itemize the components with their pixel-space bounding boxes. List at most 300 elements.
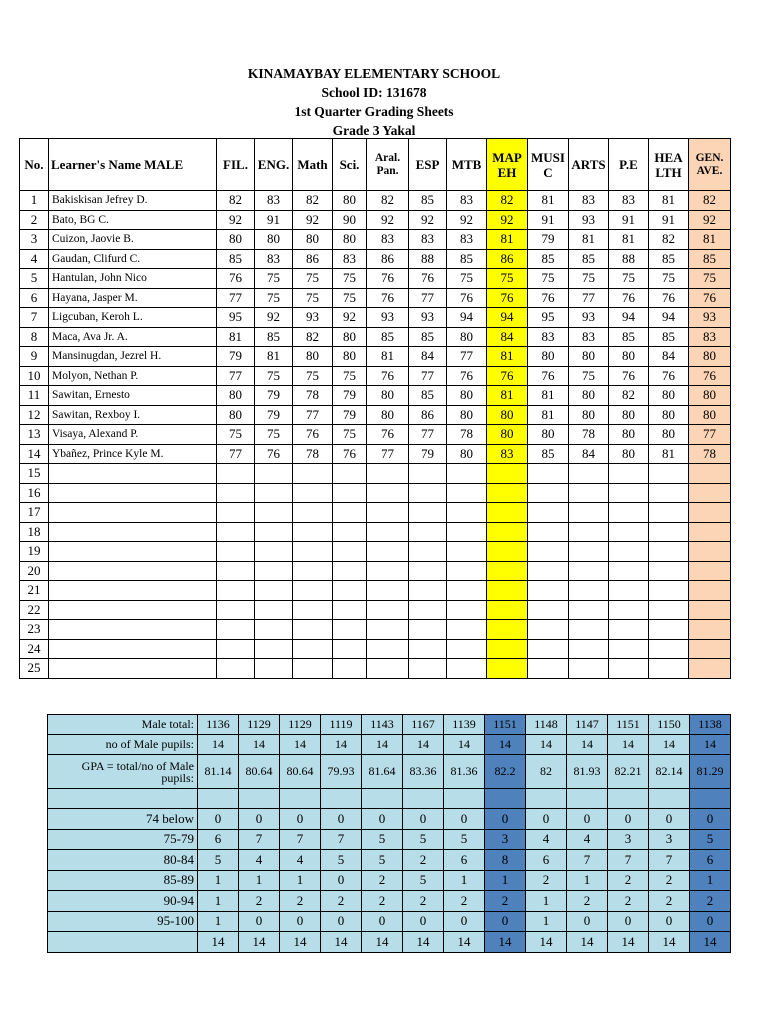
summary-value: 0: [280, 911, 321, 932]
row-number: 22: [20, 600, 49, 620]
row-number: 14: [20, 444, 49, 464]
grade-cell: 83: [487, 444, 528, 464]
grade-cell: 94: [447, 308, 487, 328]
grade-cell: 75: [217, 425, 255, 445]
grade-cell: 83: [609, 191, 649, 211]
grade-cell: [367, 639, 409, 659]
grade-cell: 95: [528, 308, 569, 328]
grade-cell: 80: [649, 425, 689, 445]
summary-value: 1: [198, 911, 239, 932]
grade-cell: 83: [528, 327, 569, 347]
grade-cell: 88: [409, 249, 447, 269]
learner-name: [49, 600, 217, 620]
summary-value: 1119: [321, 715, 362, 735]
summary-value: 5: [362, 850, 403, 871]
grade-cell: [409, 483, 447, 503]
summary-table: [47, 714, 731, 953]
grade-cell: 81: [487, 347, 528, 367]
summary-value: 1: [526, 911, 567, 932]
summary-value: 14: [198, 735, 239, 755]
grade-cell: 80: [447, 405, 487, 425]
row-number: 5: [20, 269, 49, 289]
grade-cell: 79: [255, 386, 293, 406]
summary-value: 14: [239, 735, 280, 755]
row-number: 12: [20, 405, 49, 425]
grade-cell: 80: [569, 405, 609, 425]
grade-cell: 75: [255, 366, 293, 386]
summary-value: 2: [362, 891, 403, 912]
grade-cell: [569, 542, 609, 562]
grade-cell: 93: [293, 308, 333, 328]
grade-cell: [649, 561, 689, 581]
table-row: [20, 191, 731, 211]
grade-cell: [609, 659, 649, 679]
grade-cell: [609, 464, 649, 484]
grade-cell: [487, 522, 528, 542]
grade-cell: [255, 464, 293, 484]
grade-cell: 75: [255, 425, 293, 445]
grade-cell: [367, 600, 409, 620]
grade-cell: [255, 581, 293, 601]
grade-cell: 83: [447, 230, 487, 250]
general-average-cell: 76: [689, 288, 731, 308]
column-header-mapeh: MAP EH: [487, 139, 528, 191]
grade-cell: 85: [609, 327, 649, 347]
grade-cell: 81: [255, 347, 293, 367]
grade-cell: 85: [255, 327, 293, 347]
summary-value: [444, 789, 485, 809]
summary-value: 14: [690, 735, 731, 755]
summary-row: [48, 829, 731, 850]
summary-label: [48, 789, 198, 809]
row-number: 16: [20, 483, 49, 503]
grade-cell: [409, 561, 447, 581]
grade-cell: 80: [609, 425, 649, 445]
learner-name: [49, 561, 217, 581]
grade-cell: 77: [217, 444, 255, 464]
grade-cell: [447, 600, 487, 620]
summary-value: 3: [649, 829, 690, 850]
summary-value: 3: [485, 829, 526, 850]
summary-value: 1: [526, 891, 567, 912]
row-number: 18: [20, 522, 49, 542]
grade-cell: 80: [649, 405, 689, 425]
grade-cell: [447, 522, 487, 542]
summary-value: 1147: [567, 715, 608, 735]
learner-name: Molyon, Nethan P.: [49, 366, 217, 386]
general-average-cell: [689, 600, 731, 620]
grade-cell: 83: [333, 249, 367, 269]
grade-cell: [487, 503, 528, 523]
grade-cell: [293, 659, 333, 679]
grade-cell: [447, 659, 487, 679]
summary-value: 7: [649, 850, 690, 871]
summary-value: 14: [649, 735, 690, 755]
general-average-cell: [689, 522, 731, 542]
grade-cell: [487, 581, 528, 601]
summary-value: 1148: [526, 715, 567, 735]
grade-cell: 80: [649, 386, 689, 406]
grade-cell: 81: [649, 444, 689, 464]
grade-cell: 75: [569, 269, 609, 289]
summary-value: 0: [485, 809, 526, 830]
grade-cell: [409, 639, 447, 659]
summary-value: 0: [649, 911, 690, 932]
summary-value: 7: [321, 829, 362, 850]
grade-cell: 85: [649, 327, 689, 347]
general-average-cell: [689, 483, 731, 503]
grade-cell: 85: [528, 249, 569, 269]
row-number: 21: [20, 581, 49, 601]
grade-cell: [293, 503, 333, 523]
grade-cell: 78: [293, 444, 333, 464]
grade-cell: 76: [367, 269, 409, 289]
grade-cell: [333, 542, 367, 562]
row-number: 17: [20, 503, 49, 523]
summary-value: 5: [362, 829, 403, 850]
summary-value: 7: [567, 850, 608, 871]
grade-cell: 92: [447, 210, 487, 230]
grade-cell: [609, 522, 649, 542]
learner-name: Mansinugdan, Jezrel H.: [49, 347, 217, 367]
summary-value: 6: [444, 850, 485, 871]
summary-value: 80.64: [280, 755, 321, 789]
grade-cell: [487, 659, 528, 679]
summary-value: 14: [485, 735, 526, 755]
grade-cell: 91: [528, 210, 569, 230]
grade-cell: 85: [409, 386, 447, 406]
grade-cell: [333, 659, 367, 679]
grade-cell: [333, 561, 367, 581]
grade-cell: 79: [255, 405, 293, 425]
grade-cell: [255, 561, 293, 581]
grade-cell: 76: [409, 269, 447, 289]
grade-cell: [528, 600, 569, 620]
grade-cell: [649, 600, 689, 620]
grade-cell: [528, 659, 569, 679]
summary-value: 1129: [280, 715, 321, 735]
summary-value: 0: [608, 911, 649, 932]
row-number: 24: [20, 639, 49, 659]
column-header-sci: Sci.: [333, 139, 367, 191]
grade-cell: [609, 483, 649, 503]
summary-table-body: [48, 715, 731, 953]
grade-cell: [333, 483, 367, 503]
summary-value: 14: [198, 932, 239, 953]
summary-value: [403, 789, 444, 809]
grade-cell: 76: [447, 288, 487, 308]
summary-value: 1136: [198, 715, 239, 735]
grade-cell: [293, 600, 333, 620]
grade-cell: [447, 464, 487, 484]
grade-cell: [333, 600, 367, 620]
grade-cell: 79: [333, 405, 367, 425]
summary-row: [48, 809, 731, 830]
summary-value: 2: [567, 891, 608, 912]
summary-value: 14: [362, 735, 403, 755]
grading-table-body: [20, 191, 731, 679]
column-header-esp: ESP: [409, 139, 447, 191]
grade-cell: [217, 581, 255, 601]
grade-cell: [217, 620, 255, 640]
grade-cell: 80: [487, 405, 528, 425]
grade-cell: [409, 581, 447, 601]
grade-cell: [487, 483, 528, 503]
grade-cell: [569, 581, 609, 601]
table-row: [20, 269, 731, 289]
summary-value: 81.29: [690, 755, 731, 789]
summary-value: 1167: [403, 715, 444, 735]
summary-row: [48, 850, 731, 871]
summary-value: 5: [690, 829, 731, 850]
grade-cell: 91: [649, 210, 689, 230]
grade-cell: 83: [447, 191, 487, 211]
summary-value: 0: [280, 809, 321, 830]
row-number: 7: [20, 308, 49, 328]
grade-cell: 75: [569, 366, 609, 386]
summary-label: 80-84: [48, 850, 198, 871]
summary-value: 0: [321, 809, 362, 830]
column-header-pe: P.E: [609, 139, 649, 191]
summary-value: 6: [198, 829, 239, 850]
row-number: 15: [20, 464, 49, 484]
summary-value: 2: [649, 870, 690, 891]
summary-value: [526, 789, 567, 809]
table-row: [20, 366, 731, 386]
grade-cell: 76: [217, 269, 255, 289]
grade-cell: [293, 581, 333, 601]
row-number: 2: [20, 210, 49, 230]
grade-cell: [367, 581, 409, 601]
grade-cell: [447, 483, 487, 503]
grade-cell: 86: [293, 249, 333, 269]
summary-value: 81.93: [567, 755, 608, 789]
grade-cell: [649, 464, 689, 484]
grade-cell: 83: [569, 327, 609, 347]
summary-value: 2: [485, 891, 526, 912]
grade-cell: [447, 503, 487, 523]
summary-value: 0: [567, 809, 608, 830]
grade-cell: 81: [569, 230, 609, 250]
summary-value: 14: [403, 735, 444, 755]
summary-value: 14: [608, 932, 649, 953]
grade-cell: 85: [217, 249, 255, 269]
grade-cell: 81: [487, 230, 528, 250]
summary-value: 1: [690, 870, 731, 891]
summary-value: [321, 789, 362, 809]
grade-cell: [569, 561, 609, 581]
grade-cell: 77: [367, 444, 409, 464]
grade-cell: [528, 522, 569, 542]
grade-cell: 85: [528, 444, 569, 464]
general-average-cell: 83: [689, 327, 731, 347]
column-header-no: No.: [20, 139, 49, 191]
grade-cell: [367, 522, 409, 542]
grade-cell: [217, 659, 255, 679]
grade-cell: 75: [255, 288, 293, 308]
summary-value: 0: [362, 809, 403, 830]
grade-cell: [255, 659, 293, 679]
grade-cell: 93: [569, 210, 609, 230]
grade-cell: [447, 581, 487, 601]
grade-cell: 79: [333, 386, 367, 406]
learner-name: Hayana, Jasper M.: [49, 288, 217, 308]
summary-value: 81.64: [362, 755, 403, 789]
row-number: 4: [20, 249, 49, 269]
grade-cell: [609, 581, 649, 601]
grade-cell: [609, 503, 649, 523]
grade-cell: [293, 522, 333, 542]
grade-cell: 79: [217, 347, 255, 367]
grade-cell: 75: [447, 269, 487, 289]
summary-value: 1: [280, 870, 321, 891]
grade-cell: [447, 639, 487, 659]
summary-value: 7: [280, 829, 321, 850]
summary-value: 14: [526, 735, 567, 755]
grade-cell: 88: [609, 249, 649, 269]
summary-value: 0: [362, 911, 403, 932]
table-row: [20, 288, 731, 308]
grade-cell: 76: [649, 288, 689, 308]
grade-cell: [487, 542, 528, 562]
summary-value: 82.14: [649, 755, 690, 789]
grade-cell: 78: [569, 425, 609, 445]
grade-cell: [649, 639, 689, 659]
general-average-cell: 80: [689, 347, 731, 367]
grade-cell: [649, 659, 689, 679]
grade-cell: [293, 483, 333, 503]
grade-cell: [528, 464, 569, 484]
table-row: [20, 444, 731, 464]
grade-cell: [333, 464, 367, 484]
general-average-cell: [689, 639, 731, 659]
grade-cell: 76: [609, 366, 649, 386]
summary-row: [48, 911, 731, 932]
summary-label: no of Male pupils:: [48, 735, 198, 755]
grade-cell: 91: [255, 210, 293, 230]
column-header-arts: ARTS: [569, 139, 609, 191]
grade-cell: 80: [333, 347, 367, 367]
summary-value: 2: [321, 891, 362, 912]
summary-row: [48, 715, 731, 735]
grade-cell: [255, 600, 293, 620]
grade-cell: [217, 522, 255, 542]
row-number: 19: [20, 542, 49, 562]
general-average-cell: 77: [689, 425, 731, 445]
grade-cell: 83: [255, 191, 293, 211]
grade-cell: [409, 659, 447, 679]
grade-cell: 95: [217, 308, 255, 328]
grade-cell: 81: [609, 230, 649, 250]
general-average-cell: [689, 561, 731, 581]
grade-cell: [293, 464, 333, 484]
grade-cell: 93: [409, 308, 447, 328]
grade-cell: 76: [487, 366, 528, 386]
grade-cell: 76: [293, 425, 333, 445]
table-row: [20, 581, 731, 601]
summary-value: 2: [526, 870, 567, 891]
summary-value: 1143: [362, 715, 403, 735]
grade-cell: 85: [447, 249, 487, 269]
general-average-cell: 85: [689, 249, 731, 269]
summary-value: 4: [280, 850, 321, 871]
summary-value: 6: [526, 850, 567, 871]
grade-cell: 84: [487, 327, 528, 347]
grade-cell: [447, 542, 487, 562]
grade-cell: 75: [333, 288, 367, 308]
summary-row: [48, 789, 731, 809]
summary-value: 0: [690, 911, 731, 932]
learner-name: [49, 522, 217, 542]
grade-cell: 80: [528, 347, 569, 367]
column-header-fil: FIL.: [217, 139, 255, 191]
summary-label: 74 below: [48, 809, 198, 830]
row-number: 25: [20, 659, 49, 679]
grade-cell: 76: [367, 288, 409, 308]
grading-table: [19, 138, 731, 679]
grade-cell: [487, 620, 528, 640]
summary-value: 2: [280, 891, 321, 912]
grade-cell: [447, 620, 487, 640]
grade-cell: 80: [528, 425, 569, 445]
grade-cell: 80: [217, 405, 255, 425]
grade-cell: 82: [649, 230, 689, 250]
grade-cell: 92: [487, 210, 528, 230]
grade-cell: [255, 503, 293, 523]
table-row: [20, 600, 731, 620]
summary-label: 95-100: [48, 911, 198, 932]
summary-value: 14: [690, 932, 731, 953]
grade-cell: [528, 483, 569, 503]
grade-cell: 80: [217, 230, 255, 250]
grade-cell: [409, 542, 447, 562]
grade-cell: 93: [367, 308, 409, 328]
grade-cell: 85: [367, 327, 409, 347]
summary-value: 1151: [485, 715, 526, 735]
grade-cell: [255, 639, 293, 659]
summary-value: 82: [526, 755, 567, 789]
grade-cell: 76: [367, 366, 409, 386]
table-row: [20, 230, 731, 250]
grade-cell: [528, 561, 569, 581]
summary-value: 0: [608, 809, 649, 830]
learner-name: Maca, Ava Jr. A.: [49, 327, 217, 347]
summary-value: 2: [649, 891, 690, 912]
grade-cell: 81: [367, 347, 409, 367]
grade-cell: [293, 542, 333, 562]
learner-name: [49, 483, 217, 503]
summary-value: 14: [321, 932, 362, 953]
grade-cell: [649, 581, 689, 601]
grade-cell: 76: [528, 366, 569, 386]
learner-name: [49, 581, 217, 601]
grade-cell: [217, 542, 255, 562]
grade-cell: 80: [609, 444, 649, 464]
grade-cell: 80: [447, 386, 487, 406]
summary-value: 5: [321, 850, 362, 871]
summary-value: 5: [198, 850, 239, 871]
grade-cell: 75: [487, 269, 528, 289]
grade-cell: 77: [293, 405, 333, 425]
summary-value: 0: [321, 870, 362, 891]
grade-cell: [447, 561, 487, 581]
grade-cell: [649, 522, 689, 542]
grade-cell: [293, 561, 333, 581]
learner-name: Ligcuban, Keroh L.: [49, 308, 217, 328]
general-average-cell: [689, 581, 731, 601]
column-header-math: Math: [293, 139, 333, 191]
grade-cell: [293, 639, 333, 659]
